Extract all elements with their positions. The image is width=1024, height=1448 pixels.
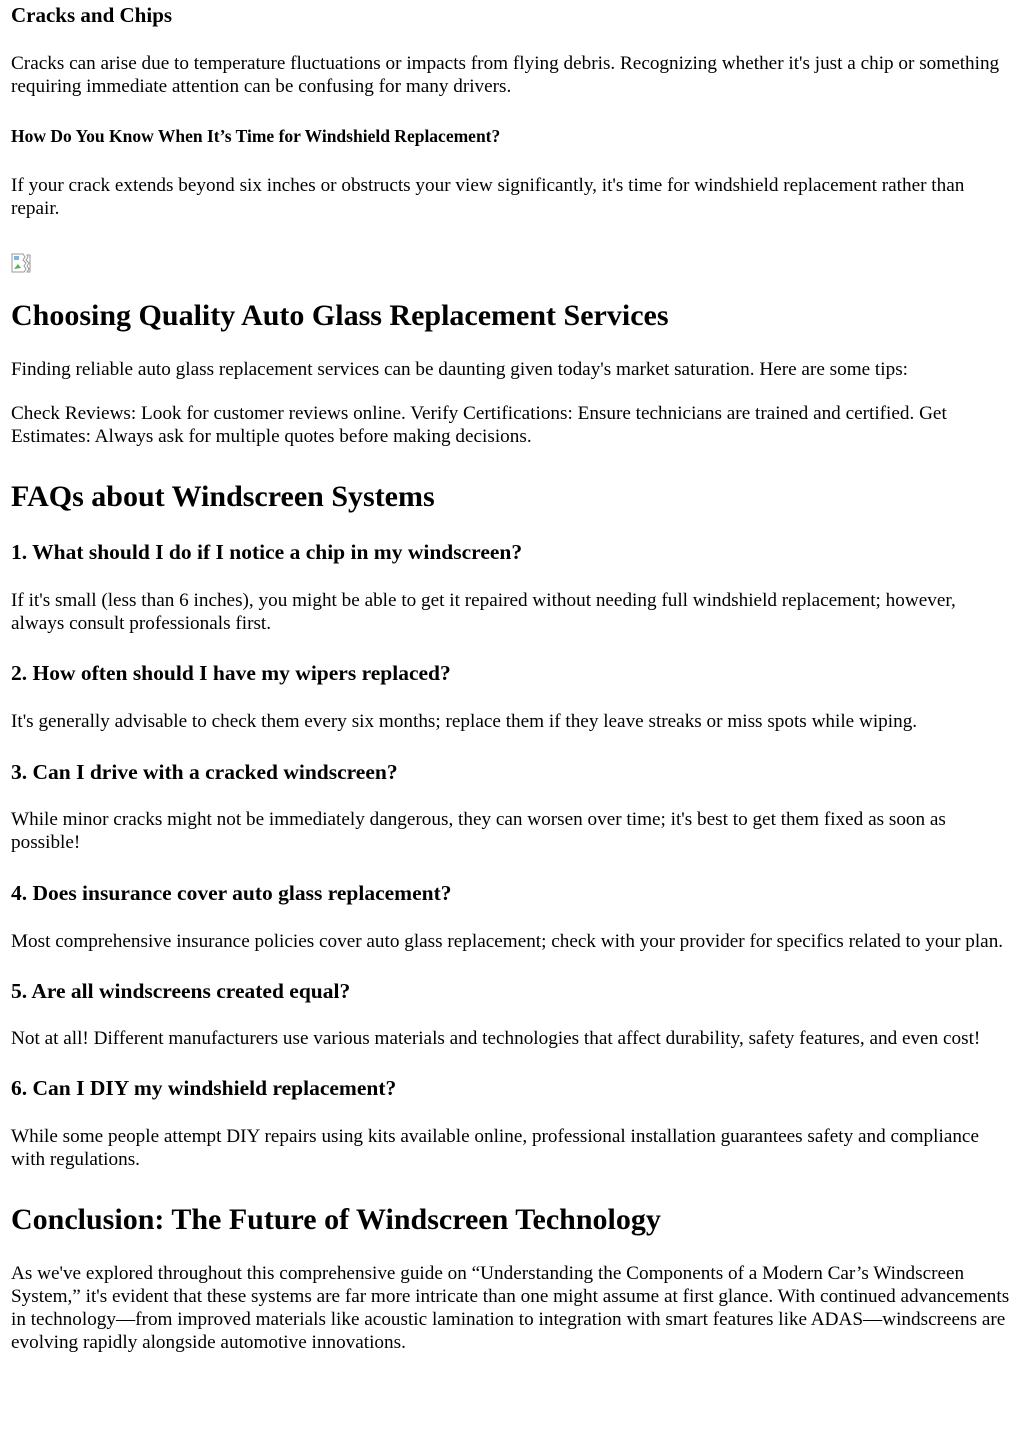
faq-question: 6. Can I DIY my windshield replacement? [11, 1076, 397, 1100]
choosing-heading: Choosing Quality Auto Glass Replacement Services [11, 299, 669, 332]
faq-question: 1. What should I do if I notice a chip in my windscreen? [11, 540, 523, 564]
cracks-heading: Cracks and Chips [11, 3, 173, 27]
conclusion-heading: Conclusion: The Future of Windscreen Technology [11, 1203, 661, 1236]
faq-answer: If it's small (less than 6 inches), you might be able to get it repaired without needing full windshield replacement; however, always consult professionals first. [11, 590, 956, 634]
faq-answer: Not at all! Different manufacturers use various materials and technologies that affect durability, safety features, and even cost! [11, 1028, 981, 1049]
faq-answer: While minor cracks might not be immediately dangerous, they can worsen over time; it's best to get them fixed as soon as possible! [11, 809, 946, 853]
broken-image-icon [11, 253, 31, 273]
replacement-subheading: How Do You Know When It’s Time for Windshield Replacement? [11, 126, 501, 146]
choosing-tips: Check Reviews: Look for customer reviews online. Verify Certifications: Ensure technicians are trained and certified. Get Estimates: Always ask for multiple quotes before making decisions. [11, 403, 947, 447]
faq-answer: While some people attempt DIY repairs using kits available online, professional installation guarantees safety and compliance with regulations. [11, 1126, 979, 1170]
faq-answer: It's generally advisable to check them every six months; replace them if they leave streaks or miss spots while wiping. [11, 711, 918, 732]
faq-question: 4. Does insurance cover auto glass replacement? [11, 881, 452, 905]
faq-question: 2. How often should I have my wipers replaced? [11, 661, 451, 685]
cracks-paragraph: Cracks can arise due to temperature fluctuations or impacts from flying debris. Recognizing whether it's just a chip or something requiring immediate attention can be confusing for many drivers. [11, 53, 1000, 97]
article-body [0, 2, 1024, 1354]
replacement-paragraph: If your crack extends beyond six inches or obstructs your view significantly, it's time for windshield replacement rather than repair. [11, 175, 965, 219]
faq-question: 5. Are all windscreens created equal? [11, 979, 351, 1003]
faq-question: 3. Can I drive with a cracked windscreen? [11, 760, 398, 784]
faq-answer: Most comprehensive insurance policies cover auto glass replacement; check with your provider for specifics related to your plan. [11, 931, 1004, 952]
choosing-intro: Finding reliable auto glass replacement services can be daunting given today's market saturation. Here are some tips: [11, 359, 908, 380]
faqs-heading: FAQs about Windscreen Systems [11, 480, 435, 513]
conclusion-paragraph: As we've explored throughout this comprehensive guide on “Understanding the Components of a Modern Car’s Windscreen System,” it's evident that these systems are far more intricate than one might assume at first glance. With continued advancements in technology—from improved materials like acoustic lamination to integration with smart features like ADAS—windscreens are evolving rapidly alongside automotive innovations. [11, 1263, 1010, 1353]
